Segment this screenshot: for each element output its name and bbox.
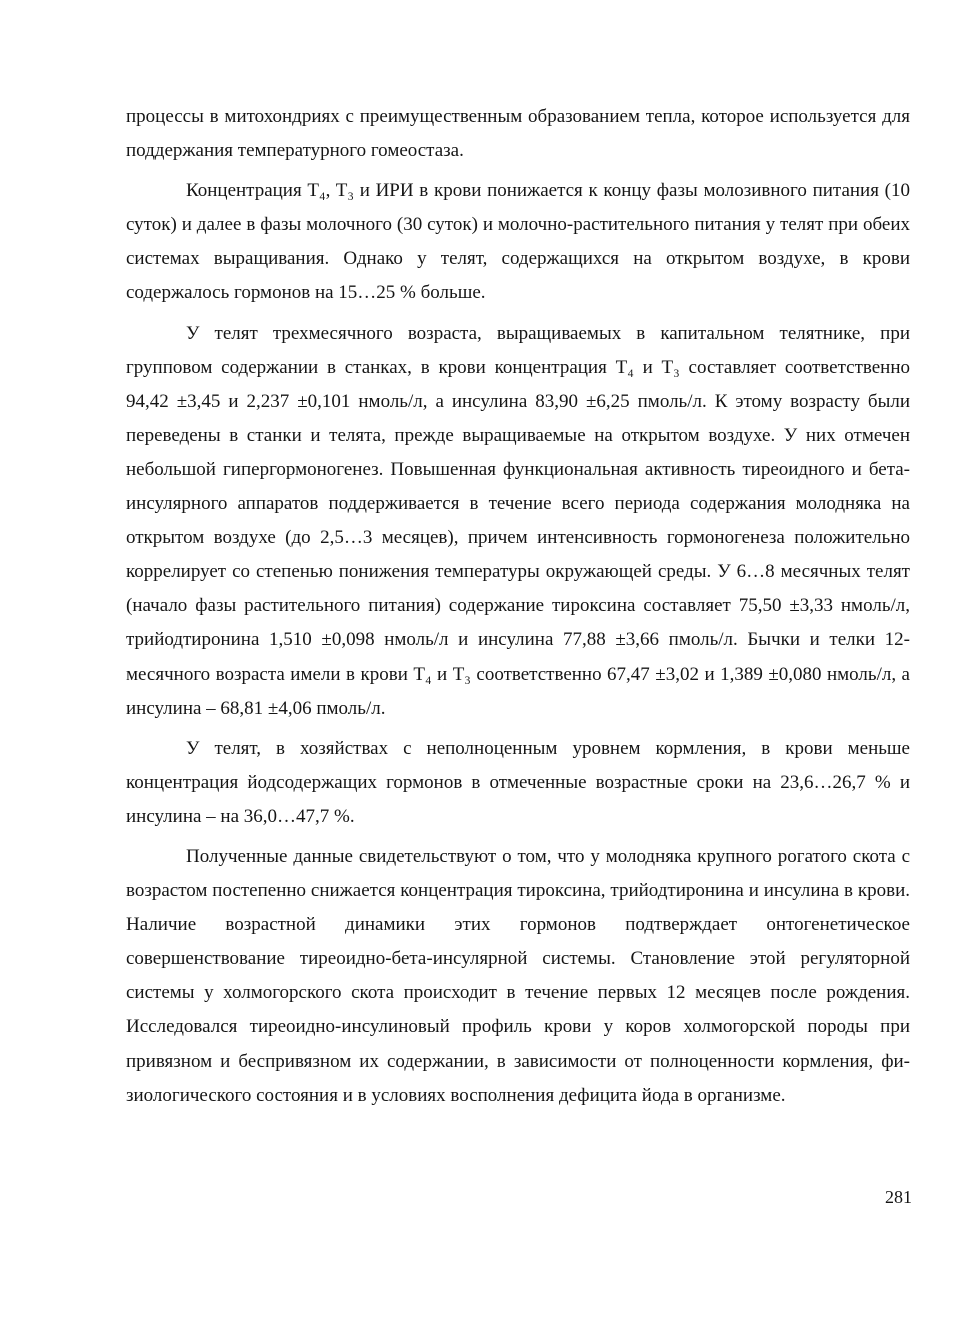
- page-number: 281: [885, 1187, 912, 1207]
- paragraph-1: процессы в митохондриях с преимущественным образованием тепла, которое используется для поддержания температурного гомеостаза.: [126, 106, 910, 162]
- paragraph-3: У телят трехмесячного возраста, выращиваемых в капитальном телятнике, при групповом содержании в станках, в крови концентрация T₄ и T₃ составляет соответственно 94,42 ±3,45 и 2,237 ±0,101 нмоль/л, а инсулина 83,90 ±6,25 пмоль/л. К этому возрасту были переведены в станки и телята, прежде выращиваемые на открытом воздухе. У них отмечен небольшой гипергормоногенез. Повышенная функциональная активность тиреоидного и бета-инсулярного аппаратов поддерживается в течение всего периода содержания молодняка на открытом воздухе (до 2,5…3 месяцев), причем интенсивность гормоногенеза положительно коррелирует со степенью понижения температуры окружающей среды. У 6…8 месячных телят (начало фазы растительного питания) содержание тироксина составляет 75,50 ±3,33 нмоль/л, трийодтиронина 1,510 ±0,098 нмоль/л и инсулина 77,88 ±3,66 пмоль/л. Бычки и телки 12-месячного возраста имели в крови T₄ и T₃ соответственно 67,47 ±3,02 и 1,389 ±0,080 нмоль/л, а инсулина – 68,81 ±4,06 пмоль/л.: [126, 322, 910, 719]
- paragraph-4: У телят, в хозяйствах с неполноценным уровнем кормления, в крови меньше концентрация йодсодержащих гормонов в отмеченные возрастные сроки на 23,6…26,7 % и инсулина – на 36,0…47,7 %.: [126, 737, 910, 827]
- paragraph-2: Концентрация T₄, T₃ и ИРИ в крови понижается к концу фазы молозивного питания (10 суток) и далее в фазы молочного (30 суток) и молочно-растительного питания у телят при обеих системах выращивания. Однако у телят, содержащихся на открытом воздухе, в крови содержалось гормонов на 15…25 % больше.: [126, 180, 910, 304]
- paragraph-5: Полученные данные свидетельствуют о том, что у молодняка крупного рогатого скота с возрастом постепенно снижается концентрация тироксина, трийодтиронина и инсулина в крови. Наличие возрастной динамики этих гормонов подтверждает онтогенетическое совершенствование тиреоидно-бета-инсулярной системы. Становление этой регуляторной системы у холмогорского скота происходит в течение первых 12 месяцев после рождения. Исследовался тиреоидно-инсулиновый профиль крови у коров холмогорской породы при привязном и беспривязном их содержании, в зависимости от полноценности кормления, физиологического состояния и в условиях восполнения дефицита йода в организме.: [126, 845, 910, 1106]
- page-text: [126, 100, 910, 1119]
